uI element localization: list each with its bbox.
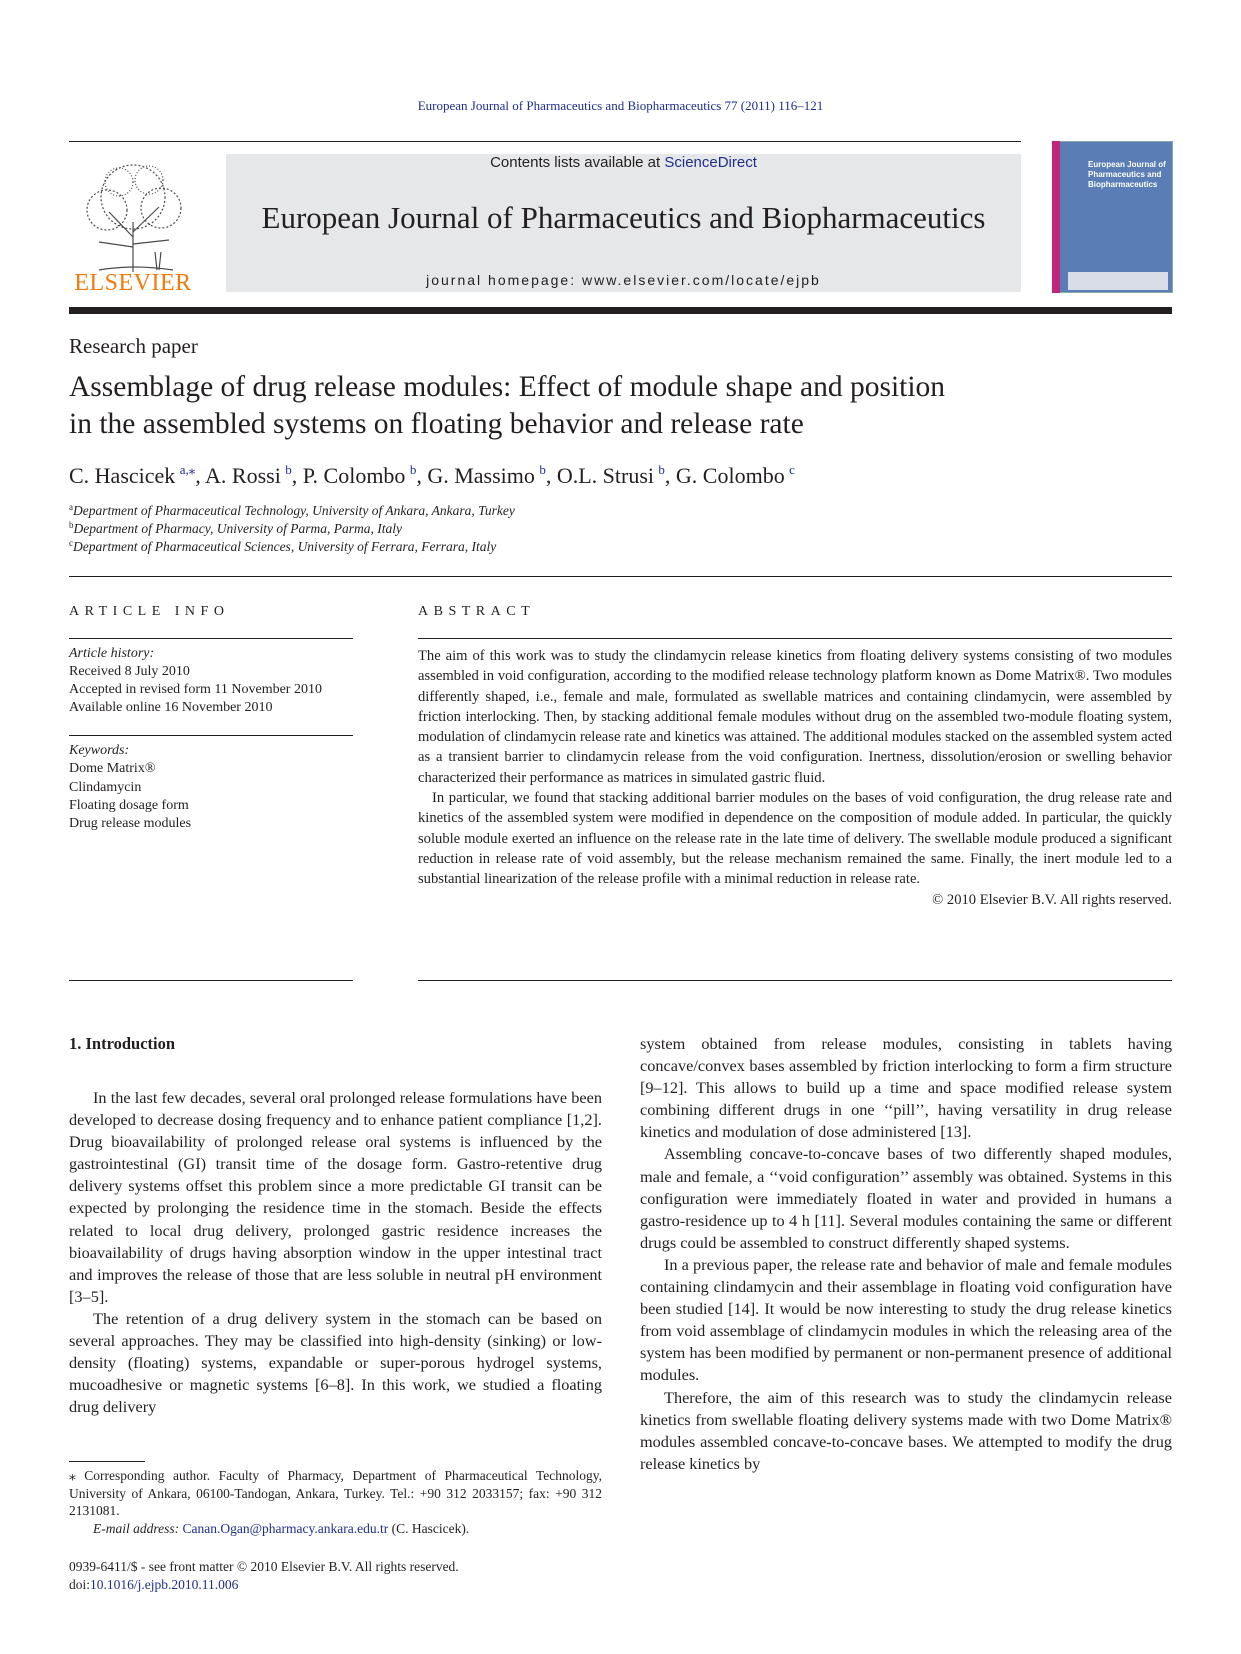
doi-link[interactable]: 10.1016/j.ejpb.2010.11.006 xyxy=(90,1577,239,1592)
info-rule xyxy=(69,638,353,639)
journal-title: European Journal of Pharmaceutics and Biopharmaceutics xyxy=(261,200,986,235)
history-online: Available online 16 November 2010 xyxy=(69,700,273,715)
affil-text: Department of Pharmaceutical Sciences, University of Ferrara, Ferrara, Italy xyxy=(73,539,497,554)
author-affil-link[interactable]: b xyxy=(539,462,546,477)
journal-homepage[interactable]: journal homepage: www.elsevier.com/locate/ejpb xyxy=(426,272,821,288)
doi-label: doi: xyxy=(69,1577,91,1592)
author-name: P. Colombo xyxy=(302,463,406,488)
contents-prefix: Contents lists available at xyxy=(490,154,665,171)
author-separator: , xyxy=(195,463,206,488)
abstract-body xyxy=(418,646,1172,910)
body-paragraph: Assembling concave-to-concave bases of two differently shaped modules, male and female, a ‘‘void configuration’’ assembly was obtained. Systems in this configuration were immediately floated in water and provided in humans a gastro-residence up to 4 h [11]. Several modules containing the same or different drugs could be assembled to construct differently shaped systems. xyxy=(640,1144,1172,1252)
body-paragraph: In the last few decades, several oral prolonged release formulations have been developed to decrease dosing frequency and to enhance patient compliance [1,2]. Drug bioavailability of prolonged release oral systems is influenced by the gastrointestinal (GI) transit time of the dosage form. Gastro-retentive drug delivery systems offset this problem since a more predictable GI transit can be expected by prolonging the residence time in the stomach. Beside the effects related to local drug delivery, prolonged gastric residence increases the bioavailability of drugs having absorption window in the upper intestinal tract and improves the release of those that are less soluble in neutral pH environment [3–5]. xyxy=(69,1088,602,1306)
section-rule xyxy=(69,576,1172,577)
body-column-right xyxy=(640,1033,1172,1475)
journal-reference-link[interactable]: European Journal of Pharmaceutics and Biopharmaceutics 77 (2011) 116–121 xyxy=(417,98,824,113)
history-accepted: Accepted in revised form 11 November 2010 xyxy=(69,682,322,697)
author-name: A. Rossi xyxy=(205,463,281,488)
author-affil-link[interactable]: b xyxy=(658,462,665,477)
affil-text: Department of Pharmaceutical Technology, University of Ankara, Ankara, Turkey xyxy=(73,503,515,518)
affil-text: Department of Pharmacy, University of Parma, Parma, Italy xyxy=(73,521,402,536)
footnote xyxy=(69,1467,602,1537)
corresponding-author-note: ⁎ Corresponding author. Faculty of Pharmacy, Department of Pharmaceutical Technology, University of Ankara, 06100-Tandogan, Ankara, Turkey. Tel.: +90 312 2033157; fax: +90 312 2131081. xyxy=(69,1468,602,1518)
email-line xyxy=(69,1520,602,1538)
article-info-heading: ARTICLE INFO xyxy=(69,604,230,619)
author-name: O.L. Strusi xyxy=(556,463,654,488)
author-list xyxy=(69,462,795,489)
issn-line: 0939-6411/$ - see front matter © 2010 Elsevier B.V. All rights reserved. xyxy=(69,1559,459,1574)
doi-line xyxy=(69,1576,459,1594)
affil-marker: b xyxy=(69,520,74,530)
article-history xyxy=(69,645,322,717)
keywords-label: Keywords: xyxy=(69,743,130,758)
email-link[interactable]: Canan.Ogan@pharmacy.ankara.edu.tr xyxy=(182,1520,389,1536)
article-title xyxy=(69,369,1139,443)
author-affil-link[interactable]: c xyxy=(789,462,795,477)
header-thick-rule xyxy=(69,307,1172,314)
author-separator: , xyxy=(545,463,557,488)
email-label: E-mail address: xyxy=(93,1520,183,1536)
abstract-paragraph: In particular, we found that stacking additional barrier modules on the bases of void configuration, the drug release rate and kinetics of the assembled system were modified in dependence on the composition of module added. In particular, the quickly soluble module exerted an influence on the release rate in the late time of delivery. The swellable module produced a significant reduction in release rate of void assembly, but the release mechanism remained the same. Finally, the inert module led to a substantial linearization of the release profile with a minimal reduction in release rate. xyxy=(418,790,1172,888)
author-name: C. Hascicek xyxy=(69,463,176,488)
keyword: Drug release modules xyxy=(69,816,192,832)
header-rule xyxy=(69,141,1021,142)
cover-title: European Journal of Pharmaceutics and Biopharmaceutics xyxy=(1088,160,1166,189)
article-type: Research paper xyxy=(69,334,198,358)
keywords xyxy=(69,742,191,833)
abstract-heading: ABSTRACT xyxy=(418,604,536,619)
cover-footer xyxy=(1068,272,1168,290)
info-rule xyxy=(69,980,353,981)
body-paragraph: Therefore, the aim of this research was to study the clindamycin release kinetics from swellable floating delivery systems made with two Dome Matrix® modules assembled concave-to-concave bases. We attempted to modify the drug release kinetics by xyxy=(640,1387,1172,1473)
body-paragraph: system obtained from release modules, consisting in tablets having concave/convex bases assembled by friction interlocking to form a firm structure [9–12]. This allows to build up a time and space modified release system combining different drugs in one ‘‘pill’’, having versatility in drug release kinetics and modulation of dose administered [13]. xyxy=(640,1034,1172,1142)
keyword: Floating dosage form xyxy=(69,797,189,813)
author-affil-link[interactable]: b xyxy=(285,462,292,477)
title-line-1: Assemblage of drug release modules: Effect of module shape and position xyxy=(69,371,946,403)
email-suffix: (C. Hascicek). xyxy=(388,1520,470,1536)
history-label: Article history: xyxy=(69,646,155,661)
body-column-left xyxy=(69,1087,602,1418)
abstract-paragraph: The aim of this work was to study the clindamycin release kinetics from floating delivery systems consisting of two modules assembled in void configuration, according to the modified release technology platform known as Dome Matrix®. Two modules differently shaped, i.e., female and male, formulated as swellable matrices and containing clindamycin, were assembled by friction interlocking. Then, by stacking additional female modules without drug on the assembled two-module floating system, modulation of clindamycin release rate and kinetics was attained. The additional modules stacked on the assembled system acted as a transient barrier to clindamycin release from the void configuration. Inertness, dissolution/erosion or swelling behavior characterized their performance as matrices in simulated gastric fluid. xyxy=(418,648,1172,786)
elsevier-wordmark: ELSEVIER xyxy=(74,270,192,296)
affil-marker: a xyxy=(69,502,73,512)
title-line-2: in the assembled systems on floating behavior and release rate xyxy=(69,408,804,440)
body-paragraph: The retention of a drug delivery system in the stomach can be based on several approaches. They may be classified into high-density (sinking) or low-density (floating) systems, expandable or super-porous hydrogel systems, mucoadhesive or magnetic systems [6–8]. In this work, we studied a floating drug delivery xyxy=(69,1308,602,1417)
author-affil-link[interactable]: b xyxy=(409,462,417,477)
cover-accent-bar xyxy=(1052,141,1060,293)
affiliation-a xyxy=(69,502,515,519)
abstract-rule xyxy=(418,638,1172,639)
author-name: G. Massimo xyxy=(427,463,535,488)
copyright: © 2010 Elsevier B.V. All rights reserved. xyxy=(932,891,1172,908)
author-separator: , xyxy=(664,463,676,488)
front-matter xyxy=(69,1558,459,1594)
footnote-rule xyxy=(69,1461,145,1462)
keyword: Dome Matrix® xyxy=(69,761,156,777)
keyword: Clindamycin xyxy=(69,779,142,795)
affil-marker: c xyxy=(69,538,73,548)
section-heading: 1. Introduction xyxy=(69,1034,176,1053)
abstract-rule xyxy=(418,980,1172,981)
affiliation-c xyxy=(69,538,496,555)
history-received: Received 8 July 2010 xyxy=(69,664,190,679)
affiliation-b xyxy=(69,520,402,537)
body-paragraph: In a previous paper, the release rate and behavior of male and female modules containing clindamycin and their assemblage in floating void configuration have been studied [14]. It would be now interesting to study the drug release kinetics from void assemblage of clindamycin modules in which the releasing area of the system has been modified by permanent or non-permanent presence of additional modules. xyxy=(640,1254,1172,1385)
author-separator: , xyxy=(416,463,428,488)
author-affil-link[interactable]: a,⁎ xyxy=(179,462,196,477)
info-rule xyxy=(69,735,353,736)
sciencedirect-link[interactable]: ScienceDirect xyxy=(664,154,757,171)
author-name: G. Colombo xyxy=(675,463,785,488)
contents-line xyxy=(226,154,1021,171)
author-separator: , xyxy=(291,463,303,488)
